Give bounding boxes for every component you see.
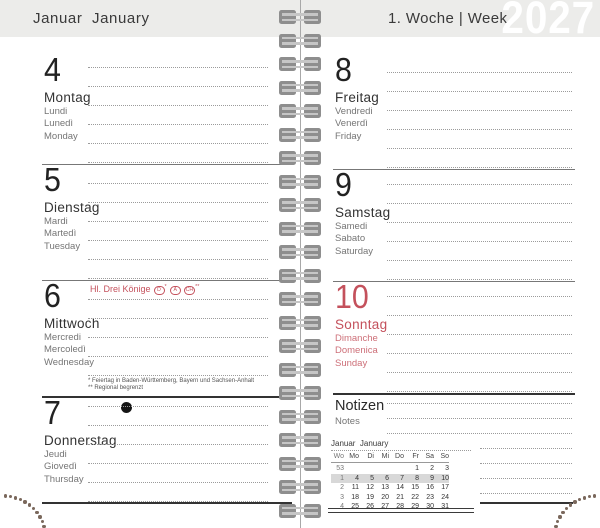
writing-line[interactable] (88, 67, 268, 68)
mini-calendar-weekday: Fr (412, 453, 419, 460)
writing-line[interactable] (387, 203, 572, 204)
corner-dot (32, 507, 35, 510)
mini-calendar-weekday: Wo (333, 453, 344, 460)
binding-ring (279, 269, 321, 283)
writing-line[interactable] (387, 418, 572, 419)
mini-calendar-day: 22 (411, 493, 419, 501)
mini-calendar-day: 3 (445, 465, 449, 472)
mini-calendar-day: 4 (355, 474, 359, 482)
writing-line[interactable] (88, 162, 268, 163)
writing-lines (387, 403, 572, 434)
day-section-6 (42, 277, 292, 395)
mini-calendar-day: 27 (381, 503, 389, 510)
mini-calendar-day (359, 464, 374, 474)
mini-calendar-day: 30 (426, 503, 434, 510)
writing-line[interactable] (387, 91, 572, 92)
writing-line[interactable] (88, 259, 268, 260)
binding-ring (279, 480, 321, 494)
mini-calendar-day: 12 (366, 484, 374, 491)
writing-line[interactable] (480, 463, 572, 464)
binding-ring (279, 386, 321, 400)
corner-dot (561, 511, 564, 514)
writing-line[interactable] (387, 391, 572, 392)
day-number: 4 (44, 51, 61, 88)
day-section-4 (42, 51, 292, 164)
mini-calendar-week-row (331, 464, 449, 474)
mini-calendar-week-row (331, 493, 449, 503)
mini-calendar-day: 23 (426, 493, 434, 501)
country-mark-CH: CH ** (185, 284, 200, 293)
binding-ring (279, 104, 321, 118)
mini-calendar-day: 17 (441, 484, 449, 491)
writing-line[interactable] (387, 72, 572, 73)
binding-ring (279, 128, 321, 142)
country-mark-D: D * (151, 284, 167, 294)
writing-line[interactable] (387, 148, 572, 149)
writing-line[interactable] (88, 406, 268, 407)
mini-calendar-day: 5 (370, 474, 374, 482)
binding-ring (279, 245, 321, 259)
binding-ring (279, 410, 321, 424)
writing-lines (387, 184, 572, 280)
week-number: 4 (340, 503, 344, 510)
mini-calendar-day: 9 (430, 474, 434, 482)
mini-calendar-day: 28 (396, 503, 404, 510)
writing-line[interactable] (88, 183, 268, 184)
corner-dot (4, 494, 7, 497)
mini-calendar-day (344, 464, 359, 474)
writing-line[interactable] (88, 318, 268, 319)
mini-calendar-bottom-rule (328, 508, 474, 513)
corner-dot (14, 496, 17, 499)
writing-line[interactable] (387, 279, 572, 280)
mini-calendar-day: 14 (396, 484, 404, 491)
writing-line[interactable] (480, 448, 572, 449)
day-name-translations: Lundi Lunedì Monday (44, 106, 78, 142)
writing-line[interactable] (387, 260, 572, 261)
day-section-10 (333, 278, 575, 393)
writing-lines (387, 296, 572, 392)
corner-dot (9, 495, 12, 498)
day-name-translations: Dimanche Domenica Sunday (335, 333, 378, 369)
mini-calendar-current-week-row (331, 474, 449, 484)
mini-calendar-weekday: Mo (349, 453, 359, 460)
left-page-bottom-rule (42, 502, 292, 504)
day-section-7 (42, 396, 292, 503)
binding-ring (279, 34, 321, 48)
mini-calendar-day: 26 (366, 503, 374, 510)
holiday-footnote: * Feiertag in Baden-Württemberg, Bayern und Sachsen-Anhalt ** Regional begrenzt (88, 378, 255, 391)
corner-dot (35, 511, 38, 514)
day-name-translations: Vendredi Venerdì Friday (335, 106, 373, 142)
week-label: 1. Woche | Week (388, 10, 508, 27)
mini-calendar-day: 20 (381, 493, 389, 501)
mini-calendar-weekday: Di (367, 453, 374, 460)
mini-calendar-weekday: Do (395, 453, 404, 460)
day-number: 10 (335, 278, 369, 315)
mini-calendar-week-row (331, 483, 449, 493)
writing-line[interactable] (387, 167, 572, 168)
mini-calendar-day: 15 (411, 484, 419, 491)
mini-calendar-day: 29 (411, 503, 419, 510)
day-number: 8 (335, 51, 352, 88)
corner-dot (556, 520, 559, 523)
mini-calendar-weekday: So (440, 453, 449, 460)
day-name-translations: Samedi Sabato Saturday (335, 221, 374, 257)
corner-dot (23, 500, 26, 503)
mini-calendar-day: 8 (415, 474, 419, 482)
writing-line[interactable] (88, 105, 268, 106)
writing-line[interactable] (387, 403, 572, 404)
writing-line[interactable] (387, 334, 572, 335)
corner-dot (38, 515, 41, 518)
mini-calendar-day: 13 (381, 484, 389, 491)
year-label: 2027 (501, 0, 595, 43)
writing-line[interactable] (88, 124, 268, 125)
corner-dot (573, 500, 576, 503)
binding-ring (279, 457, 321, 471)
mini-calendar-title: Januar January (331, 439, 389, 448)
corner-dot (578, 498, 581, 501)
writing-line[interactable] (480, 478, 572, 479)
writing-lines (88, 67, 268, 163)
binding-ring (279, 81, 321, 95)
day-section-9 (333, 166, 575, 281)
binding-spine-line (300, 0, 301, 528)
day-name-de: Samstag (335, 205, 391, 220)
mini-calendar-day: 7 (400, 474, 404, 482)
mini-calendar-day (389, 464, 404, 474)
notes-title: Notizen (335, 398, 385, 414)
corner-dot (588, 495, 591, 498)
mini-calendar-weekday: Sa (425, 453, 434, 460)
writing-line[interactable] (88, 278, 268, 279)
day-name-de: Dienstag (44, 200, 100, 215)
mini-calendar-day: 24 (441, 493, 449, 501)
corner-dot (569, 503, 572, 506)
writing-line[interactable] (88, 202, 268, 203)
mini-calendar-day: 1 (415, 465, 419, 472)
day-section-8 (333, 51, 575, 169)
writing-lines (88, 183, 268, 279)
corner-dot (28, 503, 31, 506)
mini-calendar-day: 31 (441, 503, 449, 510)
day-section-5 (42, 161, 292, 280)
holiday-label: Hl. Drei Könige D * A CH ** (90, 284, 200, 294)
day-number: 5 (44, 161, 61, 198)
writing-line[interactable] (88, 337, 268, 338)
corner-dot (19, 498, 22, 501)
day-number: 9 (335, 166, 352, 203)
mini-calendar-title-underline (331, 450, 471, 451)
writing-line[interactable] (88, 86, 268, 87)
right-page-bottom-rule (480, 502, 573, 504)
mini-calendar-day: 19 (366, 493, 374, 501)
mini-calendar-day: 21 (396, 493, 404, 501)
binding-ring (279, 175, 321, 189)
writing-line[interactable] (88, 143, 268, 144)
binding-ring (279, 222, 321, 236)
corner-dot (41, 520, 44, 523)
mini-calendar-grid (331, 464, 449, 512)
day-name-de: Mittwoch (44, 316, 100, 331)
mini-calendar-weekday: Mi (381, 453, 389, 460)
writing-line[interactable] (88, 221, 268, 222)
month-title: Januar January (33, 10, 150, 27)
day-name-de: Montag (44, 90, 91, 105)
day-name-de: Sonntag (335, 317, 388, 332)
writing-line[interactable] (387, 110, 572, 111)
writing-lines (387, 72, 572, 168)
writing-line[interactable] (88, 444, 268, 445)
country-mark-A: A (167, 284, 181, 294)
mini-calendar-day: 25 (351, 503, 359, 510)
mini-calendar-header-rule (331, 462, 449, 463)
writing-line[interactable] (88, 425, 268, 426)
day-name-translations: Jeudi Giovedì Thursday (44, 449, 84, 485)
binding-ring (279, 10, 321, 24)
week-number: 1 (340, 474, 344, 482)
mini-calendar-day: 2 (430, 465, 434, 472)
binding-ring (279, 57, 321, 71)
binding-ring (279, 433, 321, 447)
binding-ring (279, 151, 321, 165)
writing-line[interactable] (387, 372, 572, 373)
corner-dot (593, 494, 596, 497)
writing-line[interactable] (387, 184, 572, 185)
mini-calendar-day: 10 (441, 474, 449, 482)
corner-dot (558, 515, 561, 518)
day-name-de: Donnerstag (44, 433, 117, 448)
writing-line[interactable] (88, 299, 268, 300)
writing-line[interactable] (88, 356, 268, 357)
writing-line[interactable] (88, 375, 268, 376)
writing-lines (88, 299, 268, 376)
mini-calendar-day: 16 (426, 484, 434, 491)
binding-ring (279, 504, 321, 518)
mini-calendar-weekday-header (331, 453, 449, 460)
writing-line[interactable] (387, 222, 572, 223)
day-number: 7 (44, 394, 61, 431)
corner-dot (583, 496, 586, 499)
writing-line[interactable] (387, 433, 572, 434)
day-number: 6 (44, 277, 61, 314)
mini-calendar-day: 18 (351, 493, 359, 501)
notes-section (331, 393, 575, 510)
mini-calendar-day: 6 (385, 474, 389, 482)
writing-line[interactable] (88, 240, 268, 241)
writing-line[interactable] (387, 353, 572, 354)
week-number: 53 (336, 465, 344, 472)
corner-dot (565, 507, 568, 510)
notes-subtitle: Notes (335, 416, 360, 427)
writing-line[interactable] (88, 463, 268, 464)
mini-calendar-day (374, 464, 389, 474)
week-number: 3 (340, 493, 344, 501)
binding-ring (279, 198, 321, 212)
writing-line[interactable] (387, 241, 572, 242)
writing-lines (88, 406, 268, 502)
writing-line[interactable] (480, 493, 572, 494)
week-number: 2 (340, 484, 344, 491)
binding-ring (279, 363, 321, 377)
writing-line[interactable] (387, 296, 572, 297)
binding-ring (279, 339, 321, 353)
binding-ring (279, 316, 321, 330)
writing-lines (480, 448, 572, 494)
binding-ring (279, 292, 321, 306)
day-name-de: Freitag (335, 90, 380, 105)
writing-line[interactable] (88, 482, 268, 483)
day-name-translations: Mercredi Mercoledì Wednesday (44, 332, 94, 368)
writing-line[interactable] (387, 129, 572, 130)
writing-line[interactable] (387, 315, 572, 316)
mini-calendar-day: 11 (351, 484, 359, 491)
day-name-translations: Mardi Martedì Tuesday (44, 216, 81, 252)
